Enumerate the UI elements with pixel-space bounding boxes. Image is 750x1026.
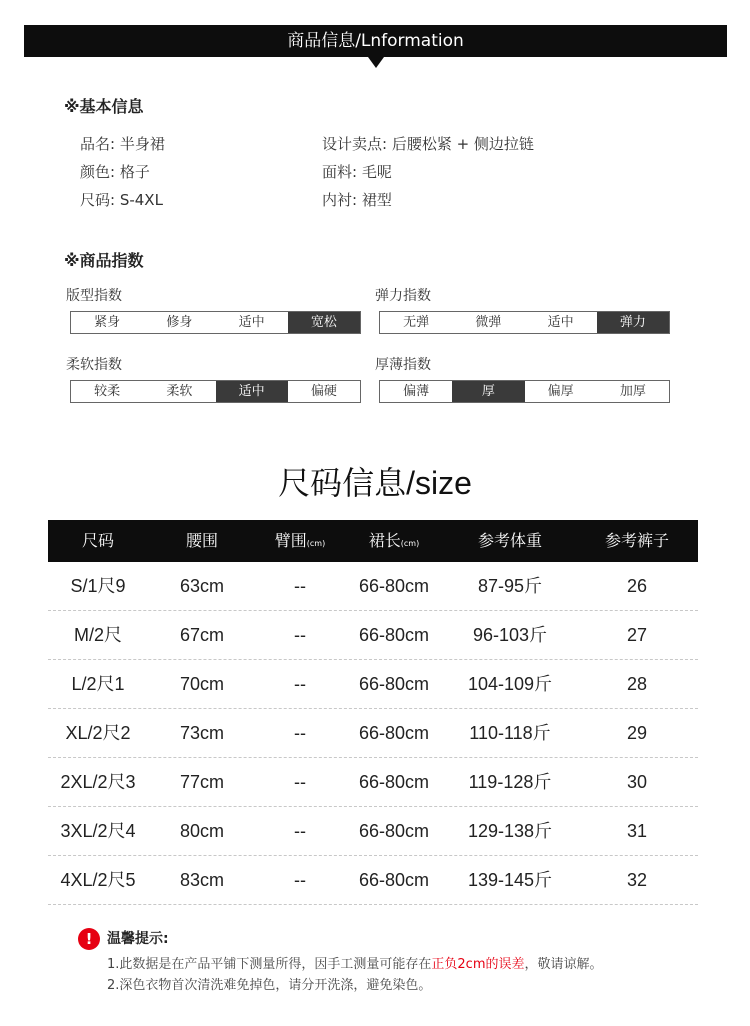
cell-waist: 67cm [179,625,224,645]
notice-title: 温馨提示: [107,931,169,947]
cell-arm: -- [294,772,306,792]
cell-size: S/1尺9 [70,576,126,596]
warning-icon: ! [78,928,100,950]
fit-index-scale [70,311,361,334]
basic-info-fabric: 面料: 毛呢 [322,163,392,181]
cell-pants: 31 [626,821,648,841]
header-unit: (cm) [306,539,326,548]
thickness-index-label: 厚薄指数 [375,357,431,373]
cell-size: M/2尺 [73,625,122,645]
fit-index-option: 修身 [166,315,193,330]
cell-length: 66-80cm [358,821,430,841]
cell-size: L/2尺1 [71,674,125,694]
elasticity-index-option: 无弹 [403,315,430,330]
notice-line-1: 1.此数据是在产品平铺下测量所得，因手工测量可能存在正负2cm的误差，敬请谅解。 [107,957,603,972]
fit-index-option: 紧身 [94,315,121,330]
cell-pants: 28 [626,674,648,694]
header-cell-pants: 参考裤子 [604,531,669,550]
elasticity-index-option: 微弹 [475,315,502,330]
softness-index-option: 较柔 [94,384,121,399]
softness-index-label: 柔软指数 [66,357,122,373]
elasticity-index-option-selected: 弹力 [597,312,669,333]
cell-length: 66-80cm [358,625,430,645]
cell-pants: 30 [626,772,648,792]
thickness-index-option: 加厚 [619,384,646,399]
cell-arm: -- [294,723,306,743]
cell-size: 4XL/2尺5 [60,870,136,890]
basic-info-title: ※基本信息 [64,97,144,116]
cell-pants: 29 [626,723,648,743]
cell-weight: 87-95斤 [477,576,543,596]
cell-arm: -- [294,870,306,890]
cell-size: 2XL/2尺3 [60,772,136,792]
banner-arrow-icon [368,57,384,68]
cell-length: 66-80cm [358,576,430,596]
fit-index-label: 版型指数 [66,288,122,304]
thickness-index-option-selected: 厚 [452,381,524,402]
cell-pants: 26 [626,576,648,596]
notice-error-highlight: 正负2cm的误差 [431,957,525,972]
notice-line-2: 2.深色衣物首次清洗难免掉色，请分开洗涤，避免染色。 [107,978,432,993]
header-title: 商品信息/Lnformation [287,31,464,51]
basic-info-design: 设计卖点: 后腰松紧 + 侧边拉链 [322,135,534,153]
fit-index-option: 适中 [238,315,265,330]
cell-waist: 80cm [179,821,224,841]
header-cell-waist: 腰围 [185,531,218,550]
table-row [48,562,698,611]
basic-info-name: 品名: 半身裙 [80,135,165,153]
cell-size: 3XL/2尺4 [60,821,136,841]
thickness-index-scale [379,380,670,403]
cell-waist: 63cm [179,576,224,596]
cell-weight: 129-138斤 [467,821,553,841]
cell-length: 66-80cm [358,870,430,890]
softness-index-option: 偏硬 [310,384,337,399]
header-cell-length: 裙长(cm) [368,531,420,550]
cell-weight: 110-118斤 [469,723,551,743]
softness-index-option-selected: 适中 [216,381,288,402]
cell-length: 66-80cm [358,674,430,694]
cell-weight: 119-128斤 [468,772,552,792]
size-section-title: 尺码信息/size [278,465,472,501]
basic-info-size: 尺码: S-4XL [80,191,163,209]
cell-arm: -- [294,821,306,841]
fit-index-option-selected: 宽松 [288,312,360,333]
cell-pants: 32 [626,870,648,890]
table-row [48,660,698,709]
softness-index-scale [70,380,361,403]
basic-info-color: 颜色: 格子 [80,163,150,181]
table-row [48,758,698,807]
cell-waist: 70cm [179,674,224,694]
cell-arm: -- [294,625,306,645]
size-table-header [48,520,698,562]
cell-waist: 83cm [179,870,224,890]
thickness-index-option: 偏厚 [547,384,574,399]
header-cell-weight: 参考体重 [477,531,542,550]
basic-info-lining: 内衬: 裙型 [322,191,392,209]
table-row [48,856,698,905]
table-row [48,807,698,856]
cell-waist: 73cm [179,723,224,743]
cell-length: 66-80cm [358,772,430,792]
cell-pants: 27 [626,625,648,645]
elasticity-index-label: 弹力指数 [375,288,431,304]
cell-weight: 139-145斤 [467,870,553,890]
header-unit: (cm) [400,539,420,548]
cell-weight: 104-109斤 [467,674,553,694]
table-row [48,709,698,758]
cell-arm: -- [294,576,306,596]
header-cell-arm: 臂围(cm) [274,531,326,550]
elasticity-index-scale [379,311,670,334]
table-row [48,611,698,660]
info-header-banner [24,25,727,57]
cell-size: XL/2尺2 [65,723,131,743]
product-index-title: ※商品指数 [64,251,144,270]
cell-waist: 77cm [179,772,224,792]
cell-length: 66-80cm [358,723,430,743]
size-table [48,520,698,905]
header-cell-size: 尺码 [81,531,114,550]
cell-arm: -- [294,674,306,694]
cell-weight: 96-103斤 [472,625,548,645]
softness-index-option: 柔软 [166,384,193,399]
elasticity-index-option: 适中 [547,315,574,330]
thickness-index-option: 偏薄 [403,384,430,399]
